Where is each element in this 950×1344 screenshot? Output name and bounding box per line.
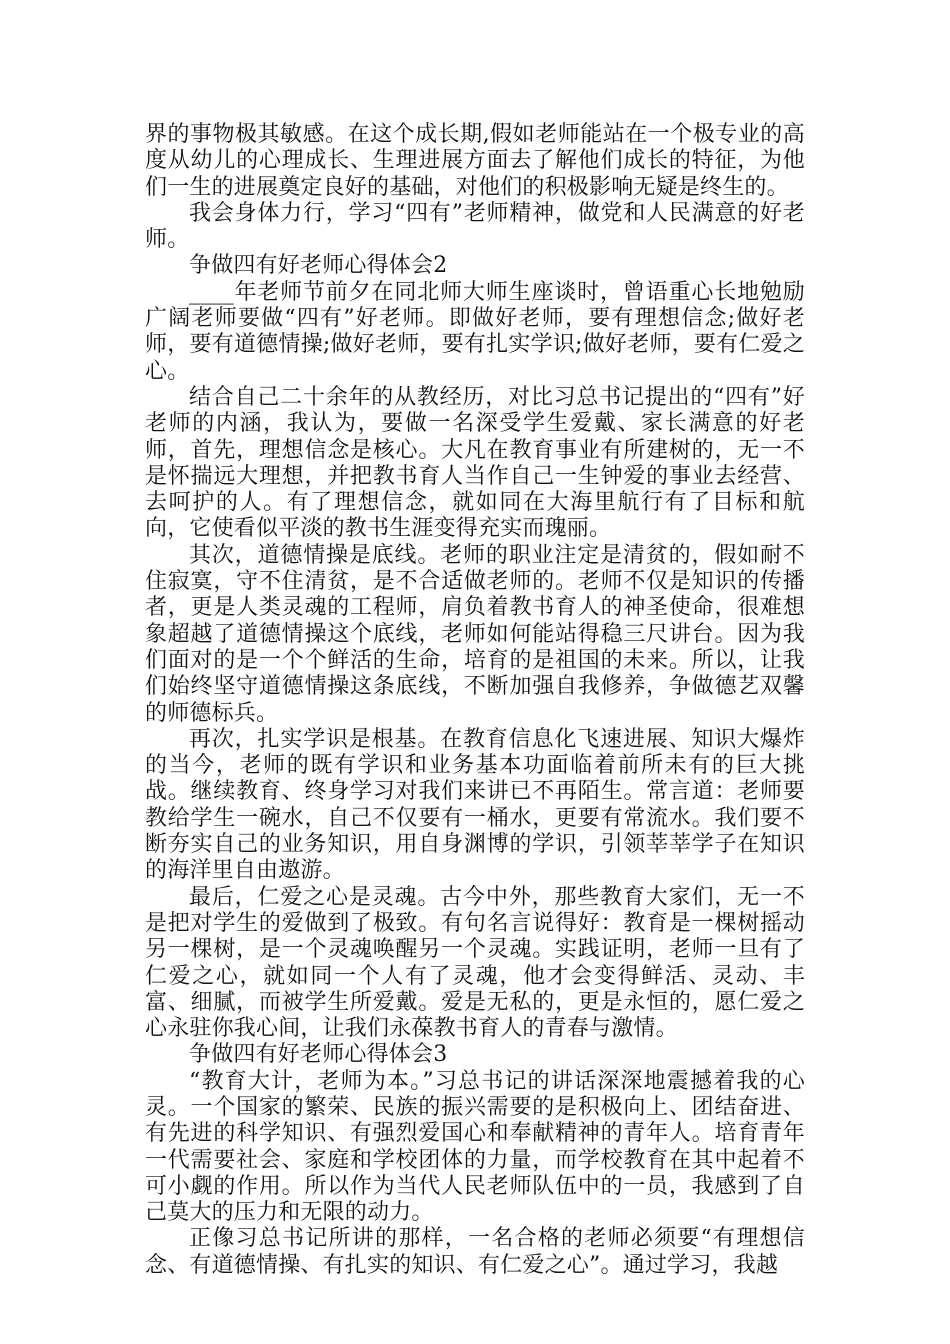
section-heading-2: 争做四有好老师心得体会2 <box>189 253 448 279</box>
paragraph-ideals: 结合自己二十余年的从教经历，对比习总书记提出的“四有”好老师的内涵，我认为，要做一名深受学生爱戴、家长满意的好老师，首先，理想信念是核心。大凡在教育事业有所建树的，无一不是怀揣远大理想，并把教书育人当作自己一生钟爱的事业去经营、去呵护的人。有了理想信念，就如同在大海里航行有了目标和航向，它使看似平淡的教书生涯变得充实而瑰丽。 <box>145 384 805 542</box>
paragraph-morality: 其次，道德情操是底线。老师的职业注定是清贫的，假如耐不住寂寞，守不住清贫，是不合适做老师的。老师不仅是知识的传播者，更是人类灵魂的工程师，肩负着教书育人的神圣使命，很难想象超越了道德情操这个底线，老师如何能站得稳三尺讲台。因为我们面对的是一个个鲜活的生命，培育的是祖国的未来。所以，让我们始终坚守道德情操这条底线，不断加强自我修养，争做德艺双馨的师德标兵。 <box>145 542 805 726</box>
paragraph-continuation: 界的事物极其敏感。在这个成长期,假如老师能站在一个极专业的高度从幼儿的心理成长、生理进展方面去了解他们成长的特征，为他们一生的进展奠定良好的基础，对他们的积极影响无疑是终生的。 <box>145 122 805 200</box>
section-heading-3: 争做四有好老师心得体会3 <box>189 1042 448 1068</box>
paragraph-intro-3: “教育大计，老师为本。”习总书记的讲话深深地震撼着我的心灵。一个国家的繁荣、民族的振兴需要的是积极向上、团结奋进、有先进的科学知识、有强烈爱国心和奉献精神的青年人。培育青年一代需要社会、家庭和学校团体的力量，而学校教育在其中起着不可小觑的作用。所以作为当代人民老师队伍中的一员，我感到了自己莫大的压力和无限的动力。 <box>145 1068 805 1226</box>
document-page <box>145 122 805 1279</box>
paragraph-commitment: 我会身体力行，学习“四有”老师精神，做党和人民满意的好老师。 <box>145 200 805 253</box>
paragraph-knowledge: 再次，扎实学识是根基。在教育信息化飞速进展、知识大爆炸的当今，老师的既有学识和业务基本功面临着前所未有的巨大挑战。继续教育、终身学习对我们来讲已不再陌生。常言道：老师要教给学生一碗水，自己不仅要有一桶水，更要有常流水。我们要不断夯实自己的业务知识，用自身渊博的学识，引领莘莘学子在知识的海洋里自由遨游。 <box>145 726 805 884</box>
paragraph-qualified-teacher: 正像习总书记所讲的那样，一名合格的老师必须要“有理想信念、有道德情操、有扎实的知识、有仁爱之心”。通过学习，我越 <box>145 1226 805 1278</box>
paragraph-benevolence: 最后，仁爱之心是灵魂。古今中外，那些教育大家们，无一不是把对学生的爱做到了极致。有句名言说得好：教育是一棵树摇动另一棵树，是一个灵魂唤醒另一个灵魂。实践证明，老师一旦有了仁爱之心，就如同一个人有了灵魂，他才会变得鲜活、灵动、丰富、细腻，而被学生所爱戴。爱是无私的，更是永恒的，愿仁爱之心永驻你我心间，让我们永葆教书育人的青春与激情。 <box>145 884 805 1042</box>
paragraph-intro-2: ____年老师节前夕在同北师大师生座谈时，曾语重心长地勉励广阔老师要做“四有”好老师。即做好老师，要有理想信念;做好老师，要有道德情操;做好老师，要有扎实学识;做好老师，要有仁爱之心。 <box>145 279 805 384</box>
